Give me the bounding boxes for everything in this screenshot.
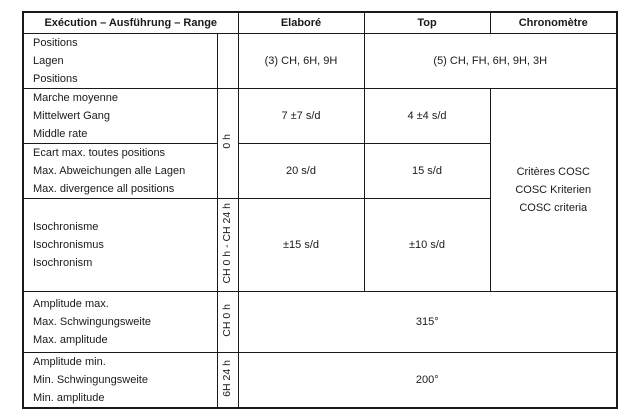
header-chronometre: Chronomètre [490, 12, 617, 33]
condition-positions-empty [217, 33, 238, 88]
value-positions-top-chronometre: (5) CH, FH, 6H, 9H, 3H [364, 33, 617, 88]
label-line: Amplitude max. [33, 297, 109, 310]
label-positions [23, 33, 217, 88]
row-marche-moyenne [23, 88, 617, 143]
value-iso-elabore: ±15 s/d [238, 198, 364, 291]
value-marche-top: 4 ±4 s/d [364, 88, 490, 143]
label-line: Amplitude min. [33, 355, 106, 368]
value-ecart-elabore: 20 s/d [238, 143, 364, 198]
condition-0h [217, 88, 238, 198]
condition-6h24h [217, 352, 238, 408]
label-line: Positions [33, 72, 78, 85]
condition-0h-text: 0 h [221, 134, 233, 149]
header-execution: Exécution – Ausführung – Range [23, 12, 238, 33]
label-ecart-max [23, 143, 217, 198]
cosc-line: COSC Kriterien [515, 183, 592, 196]
condition-ch0h-ch24h-text: CH 0 h - CH 24 h [221, 202, 233, 284]
label-line: Ecart max. toutes positions [33, 146, 166, 159]
label-line: Positions [33, 36, 78, 49]
cosc-line: COSC criteria [519, 201, 588, 214]
value-positions-elabore: (3) CH, 6H, 9H [238, 33, 364, 88]
condition-ch0h-ch24h [217, 198, 238, 291]
condition-ch0h-text: CH 0 h [221, 303, 233, 337]
label-isochronisme [23, 198, 217, 291]
condition-ch0h [217, 291, 238, 352]
label-line: Marche moyenne [33, 91, 118, 104]
label-line: Lagen [33, 54, 64, 67]
cosc-line: Critères COSC [516, 165, 590, 178]
spec-table [22, 11, 618, 409]
header-top: Top [364, 12, 490, 33]
label-amplitude-min [23, 352, 217, 408]
header-elabore: Elaboré [238, 12, 364, 33]
value-amplitude-max: 315° [238, 291, 617, 352]
label-line: Min. amplitude [33, 391, 105, 404]
label-line: Max. Schwingungsweite [33, 315, 152, 328]
label-amplitude-max [23, 291, 217, 352]
label-line: Middle rate [33, 127, 88, 140]
label-line: Isochronismus [33, 238, 104, 251]
label-line: Isochronism [33, 256, 93, 269]
value-iso-top: ±10 s/d [364, 198, 490, 291]
value-ecart-top: 15 s/d [364, 143, 490, 198]
header-row [23, 12, 617, 33]
value-cosc-criteria [490, 88, 617, 291]
value-amplitude-min: 200° [238, 352, 617, 408]
label-marche-moyenne [23, 88, 217, 143]
label-line: Max. Abweichungen alle Lagen [33, 164, 186, 177]
label-line: Min. Schwingungsweite [33, 373, 148, 386]
label-line: Max. divergence all positions [33, 182, 175, 195]
label-line: Mittelwert Gang [33, 109, 111, 122]
value-marche-elabore: 7 ±7 s/d [238, 88, 364, 143]
label-line: Max. amplitude [33, 333, 108, 346]
row-amplitude-min [23, 352, 617, 408]
row-amplitude-max [23, 291, 617, 352]
condition-6h24h-text: 6H 24 h [221, 359, 233, 397]
label-line: Isochronisme [33, 220, 99, 233]
row-positions [23, 33, 617, 88]
